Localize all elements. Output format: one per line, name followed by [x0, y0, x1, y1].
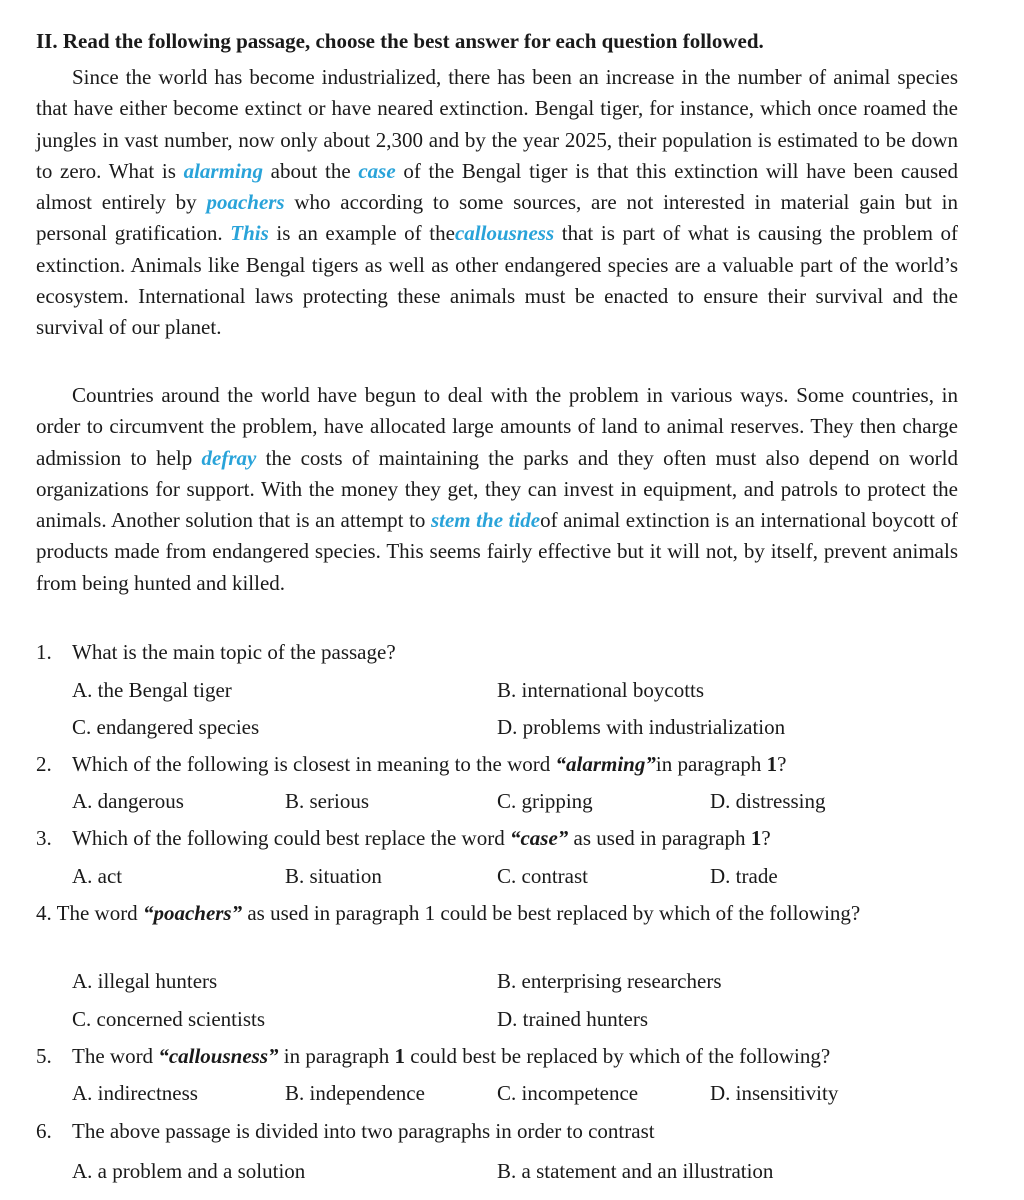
q6-option-a[interactable]: A. a problem and a solution	[72, 1159, 306, 1183]
question-4	[36, 898, 958, 929]
question-number: 2.	[36, 752, 52, 776]
highlight-poachers: poachers	[206, 190, 285, 215]
paragraph-number: 1	[766, 752, 778, 776]
question-number: 5.	[36, 1044, 52, 1068]
p2-text-1: Countries around the world have begun to deal with the problem in various ways. Some countries, in order to circumvent the problem, have allocated large amounts of land to animal reserves. They then charge admission to help	[36, 383, 958, 470]
q5-option-b[interactable]: B. independence	[285, 1081, 425, 1105]
q3-option-a[interactable]: A. act	[72, 864, 123, 888]
q5-option-d[interactable]: D. insensitivity	[710, 1081, 839, 1105]
question-keyword: “poachers”	[142, 901, 243, 925]
question-text: in paragraph	[278, 1044, 395, 1068]
question-text: What is the main topic of the passage?	[72, 640, 396, 664]
q1-option-b[interactable]: B. international boycotts	[497, 678, 705, 702]
p2-text-3: of animal extinction is an international boycott of products made from endangered species. This seems fairly effective but it will not, by itself, prevent animals from being hunted and killed.	[36, 508, 958, 595]
q4-option-d[interactable]: D. trained hunters	[497, 1007, 649, 1031]
question-text: in paragraph	[655, 752, 767, 776]
p1-text-2: about the	[262, 158, 359, 183]
question-text: ?	[761, 826, 771, 850]
q3-option-c[interactable]: C. contrast	[497, 864, 588, 888]
q3-option-d[interactable]: D. trade	[710, 864, 778, 888]
question-5	[36, 1041, 958, 1072]
q1-option-d[interactable]: D. problems with industrialization	[497, 715, 786, 739]
p1-text-6: that is part of what is causing the problem of extinction. Animals like Bengal tigers as well as other endangered species are a valuable part of the world’s ecosystem. International laws protecting these animals must be enacted to ensure their survival and the survival of our planet.	[36, 221, 959, 340]
paragraph-number: 1	[750, 826, 762, 850]
q4-option-b[interactable]: B. enterprising researchers	[497, 969, 722, 993]
question-keyword: “case”	[509, 826, 569, 850]
q5-option-c[interactable]: C. incompetence	[497, 1081, 639, 1105]
highlight-stem-the-tide: stem the tide	[430, 508, 541, 533]
question-keyword: “alarming”	[555, 752, 656, 776]
question-text: The word	[56, 901, 143, 925]
paragraph-number: 1	[394, 1044, 406, 1068]
question-6	[36, 1116, 958, 1147]
q6-option-b[interactable]: B. a statement and an illustration	[497, 1159, 774, 1183]
q3-option-b[interactable]: B. situation	[285, 864, 382, 888]
q4-option-a[interactable]: A. illegal hunters	[72, 969, 218, 993]
question-text: ?	[777, 752, 787, 776]
highlight-alarming: alarming	[183, 158, 263, 183]
q2-option-b[interactable]: B. serious	[285, 789, 369, 813]
p1-text-5: is an example of the	[268, 221, 455, 246]
q1-option-c[interactable]: C. endangered species	[72, 715, 260, 739]
question-text: The above passage is divided into two paragraphs in order to contrast	[72, 1119, 655, 1143]
question-text: could best be replaced by which of the following?	[405, 1044, 831, 1068]
question-number: 4.	[36, 901, 52, 925]
question-2	[36, 749, 958, 780]
question-number: 3.	[36, 826, 52, 850]
question-3	[36, 823, 958, 854]
highlight-this: This	[230, 221, 269, 246]
passage-paragraph-1	[36, 62, 958, 344]
question-number: 1.	[36, 640, 52, 664]
q2-option-a[interactable]: A. dangerous	[72, 789, 184, 813]
highlight-case: case	[358, 158, 396, 183]
question-keyword: “callousness”	[158, 1044, 279, 1068]
p1-text-4: who according to some sources, are not interested in material gain but in personal gratification.	[36, 190, 958, 246]
p2-text-2: the costs of maintaining the parks and they often must also depend on world organizations for support. With the money they get, they can invest in equipment, and patrols to protect the animals. Another solution that is an attempt to	[36, 445, 958, 533]
q1-option-a[interactable]: A. the Bengal tiger	[72, 678, 232, 702]
question-text: Which of the following is closest in meaning to the word	[72, 752, 556, 776]
q5-option-a[interactable]: A. indirectness	[72, 1081, 198, 1105]
highlight-defray: defray	[201, 445, 257, 470]
question-text: as used in paragraph 1 could be best replaced by which of the following?	[242, 901, 861, 925]
question-1	[36, 637, 958, 668]
question-number: 6.	[36, 1119, 52, 1143]
question-text: Which of the following could best replace the word	[72, 826, 510, 850]
q2-option-d[interactable]: D. distressing	[710, 789, 826, 813]
q2-option-c[interactable]: C. gripping	[497, 789, 593, 813]
question-text: as used in paragraph	[568, 826, 751, 850]
p1-text-1: Since the world has become industrialized, there has been an increase in the number of animal species that have either become extinct or have neared extinction. Bengal tiger, for instance, which once roamed the jungles in vast number, now only about 2,300 and by the year 2025, their population is estimated to be down to zero. What is	[36, 65, 958, 183]
question-text: The word	[72, 1044, 159, 1068]
q4-option-c[interactable]: C. concerned scientists	[72, 1007, 266, 1031]
passage-paragraph-2	[36, 380, 958, 599]
p1-text-3: of the Bengal tiger is that this extinction will have been caused almost entirely by	[36, 158, 958, 215]
section-heading: II. Read the following passage, choose the best answer for each question followed.	[36, 29, 764, 53]
highlight-callousness: callousness	[454, 221, 555, 246]
